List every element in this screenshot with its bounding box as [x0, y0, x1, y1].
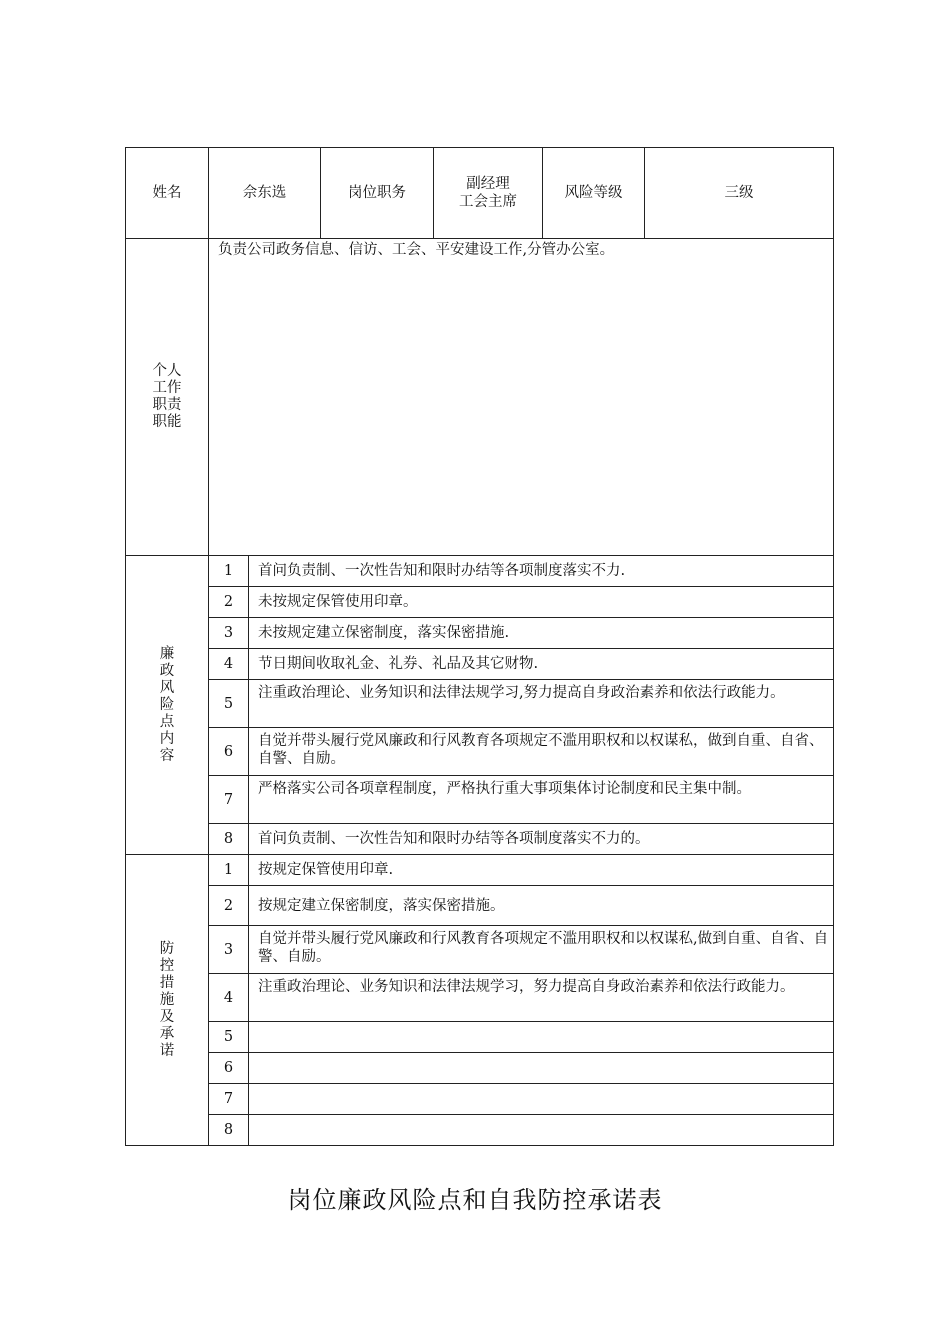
measure-num: 4: [209, 974, 249, 1022]
risk-row: [126, 776, 834, 824]
risk-text: 首问负责制、一次性告知和限时办结等各项制度落实不力.: [249, 556, 834, 587]
measure-text: [249, 1084, 834, 1115]
measure-text: [249, 1053, 834, 1084]
measures-label: 防控措施及承诺: [159, 940, 175, 1059]
name-label: 姓名: [126, 148, 209, 239]
risk-row: [126, 556, 834, 587]
measure-row: [126, 974, 834, 1022]
measure-num: 8: [209, 1115, 249, 1146]
risk-num: 4: [209, 649, 249, 680]
measure-row: [126, 926, 834, 974]
risk-num: 5: [209, 680, 249, 728]
measure-row: [126, 886, 834, 926]
risk-row: [126, 618, 834, 649]
risk-text: 注重政治理论、业务知识和法律法规学习,努力提高自身政治素养和依法行政能力。: [249, 680, 834, 728]
commitment-form-table: [125, 147, 834, 1146]
risk-text: 未按规定建立保密制度，落实保密措施.: [249, 618, 834, 649]
responsibilities-text: 负责公司政务信息、信访、工会、平安建设工作,分管办公室。: [209, 239, 834, 556]
measure-num: 7: [209, 1084, 249, 1115]
measures-label-cell: [126, 855, 209, 1146]
measure-row: [126, 855, 834, 886]
measure-num: 6: [209, 1053, 249, 1084]
risk-row: [126, 587, 834, 618]
position-value-line1: 副经理: [466, 176, 510, 192]
risk-text: 严格落实公司各项章程制度，严格执行重大事项集体讨论制度和民主集中制。: [249, 776, 834, 824]
position-label: 岗位职务: [321, 148, 434, 239]
measure-row: [126, 1022, 834, 1053]
measure-text: 按规定保管使用印章.: [249, 855, 834, 886]
risk-num: 8: [209, 824, 249, 855]
risk-text: 自觉并带头履行党风廉政和行风教育各项规定不滥用职权和以权谋私，做到自重、自省、自警、自励。: [249, 728, 834, 776]
measure-num: 3: [209, 926, 249, 974]
risk-points-label-cell: [126, 556, 209, 855]
measure-text: 自觉并带头履行党风廉政和行风教育各项规定不滥用职权和以权谋私,做到自重、自省、自警、自励。: [249, 926, 834, 974]
measure-text: [249, 1115, 834, 1146]
risk-row: [126, 824, 834, 855]
risk-num: 3: [209, 618, 249, 649]
measure-row: [126, 1084, 834, 1115]
name-value: 佘东选: [209, 148, 321, 239]
header-row: [126, 148, 834, 239]
measure-text: 按规定建立保密制度，落实保密措施。: [249, 886, 834, 926]
measure-text: [249, 1022, 834, 1053]
risk-num: 2: [209, 587, 249, 618]
responsibilities-label-cell: [126, 239, 209, 556]
risk-level-value: 三级: [645, 148, 834, 239]
risk-text: 节日期间收取礼金、礼券、礼品及其它财物.: [249, 649, 834, 680]
risk-num: 1: [209, 556, 249, 587]
measure-row: [126, 1115, 834, 1146]
risk-points-label: 廉政风险点内容: [159, 645, 175, 764]
measure-num: 2: [209, 886, 249, 926]
risk-level-label: 风险等级: [543, 148, 645, 239]
risk-text: 未按规定保管使用印章。: [249, 587, 834, 618]
position-value: [434, 148, 543, 239]
measure-num: 1: [209, 855, 249, 886]
risk-row: [126, 680, 834, 728]
responsibilities-row: [126, 239, 834, 556]
risk-row: [126, 649, 834, 680]
responsibilities-label: 个人工作职责职能: [152, 363, 182, 430]
risk-num: 6: [209, 728, 249, 776]
position-value-line2: 工会主席: [459, 194, 517, 210]
risk-row: [126, 728, 834, 776]
measure-text: 注重政治理论、业务知识和法律法规学习，努力提高自身政治素养和依法行政能力。: [249, 974, 834, 1022]
measure-num: 5: [209, 1022, 249, 1053]
risk-text: 首问负责制、一次性告知和限时办结等各项制度落实不力的。: [249, 824, 834, 855]
measure-row: [126, 1053, 834, 1084]
risk-num: 7: [209, 776, 249, 824]
document-title: 岗位廉政风险点和自我防控承诺表: [287, 1186, 663, 1214]
